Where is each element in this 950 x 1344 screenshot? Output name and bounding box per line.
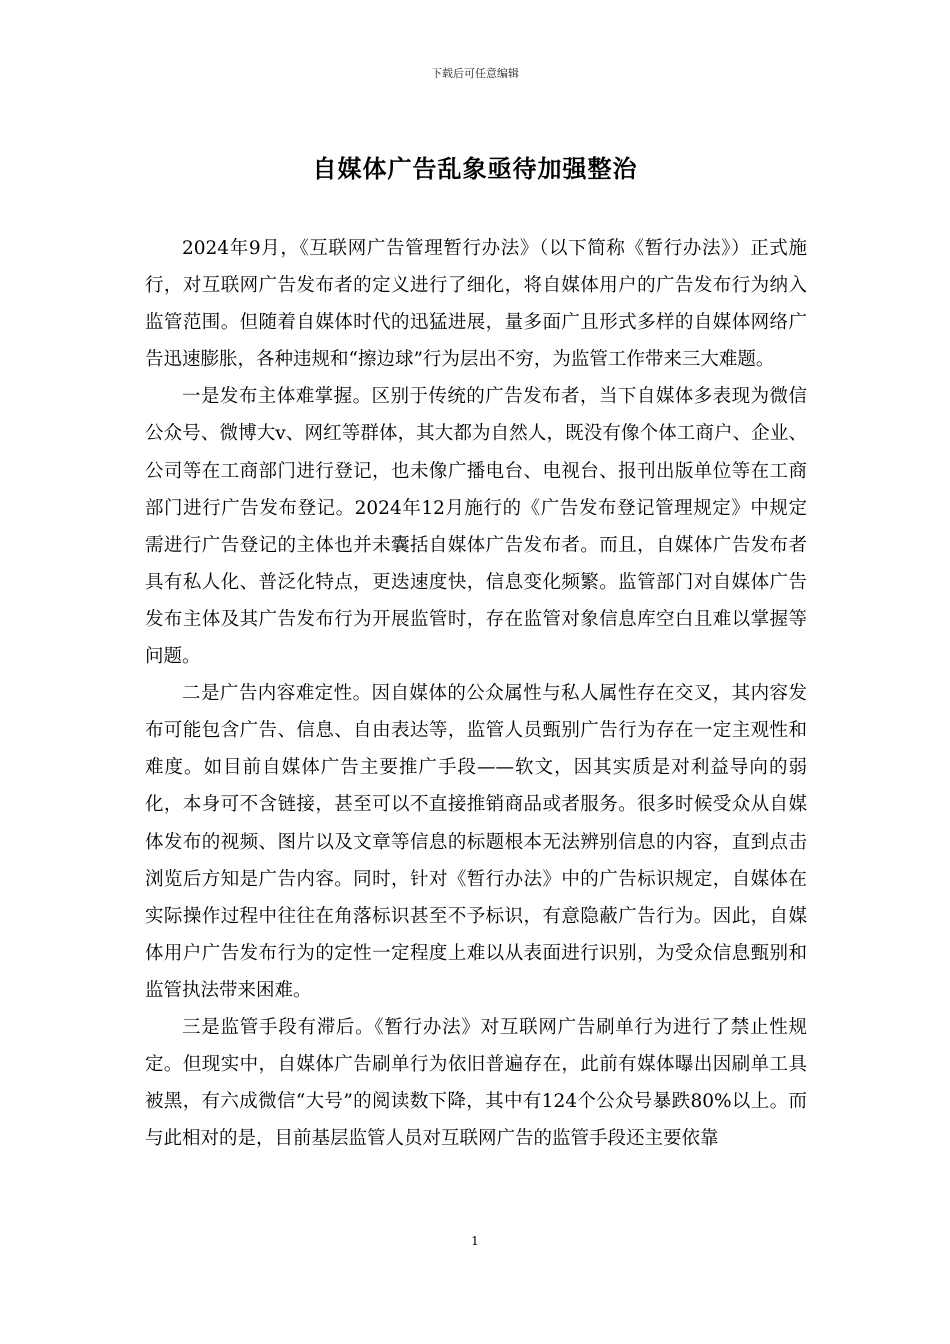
document-body	[145, 230, 807, 1157]
document-title: 自媒体广告乱象亟待加强整治	[312, 155, 638, 183]
paragraph-intro: 2024年9月，《互联网广告管理暂行办法》（以下简称《暂行办法》）正式施行，对互联网广告发布者的定义进行了细化，将自媒体用户的广告发布行为纳入监管范围。但随着自媒体时代的迅猛进展，量多面广且形式多样的自媒体网络广告迅速膨胀，各种违规和“擦边球”行为层出不穷，为监管工作带来三大难题。	[145, 238, 807, 371]
page-number: 1	[471, 1234, 479, 1248]
header-note: 下载后可任意编辑	[431, 67, 519, 80]
paragraph-point-three: 三是监管手段有滞后。《暂行办法》对互联网广告刷单行为进行了禁止性规定。但现实中，自媒体广告刷单行为依旧普遍存在，此前有媒体曝出因刷单工具被黑，有六成微信“大号”的阅读数下降，其中有124个公众号暴跌80%以上。而与此相对的是，目前基层监管人员对互联网广告的监管手段还主要依靠	[145, 1016, 807, 1150]
paragraph-point-two: 二是广告内容难定性。因自媒体的公众属性与私人属性存在交叉，其内容发布可能包含广告、信息、自由表达等，监管人员甄别广告行为存在一定主观性和难度。如目前自媒体广告主要推广手段——软文，因其实质是对利益导向的弱化，本身可不含链接，甚至可以不直接推销商品或者服务。很多时候受众从自媒体发布的视频、图片以及文章等信息的标题根本无法辨别信息的内容，直到点击浏览后方知是广告内容。同时，针对《暂行办法》中的广告标识规定，自媒体在实际操作过程中往往在角落标识甚至不予标识，有意隐蔽广告行为。因此，自媒体用户广告发布行为的定性一定程度上难以从表面进行识别，为受众信息甄别和监管执法带来困难。	[145, 683, 807, 1001]
paragraph-point-one: 一是发布主体难掌握。区别于传统的广告发布者，当下自媒体多表现为微信公众号、微博大v、网红等群体，其大都为自然人，既没有像个体工商户、企业、公司等在工商部门进行登记，也未像广播电台、电视台、报刊出版单位等在工商部门进行广告发布登记。2024年12月施行的《广告发布登记管理规定》中规定需进行广告登记的主体也并未囊括自媒体广告发布者。而且，自媒体广告发布者具有私人化、普泛化特点，更迭速度快，信息变化频繁。监管部门对自媒体广告发布主体及其广告发布行为开展监管时，存在监管对象信息库空白且难以掌握等问题。	[145, 386, 807, 668]
